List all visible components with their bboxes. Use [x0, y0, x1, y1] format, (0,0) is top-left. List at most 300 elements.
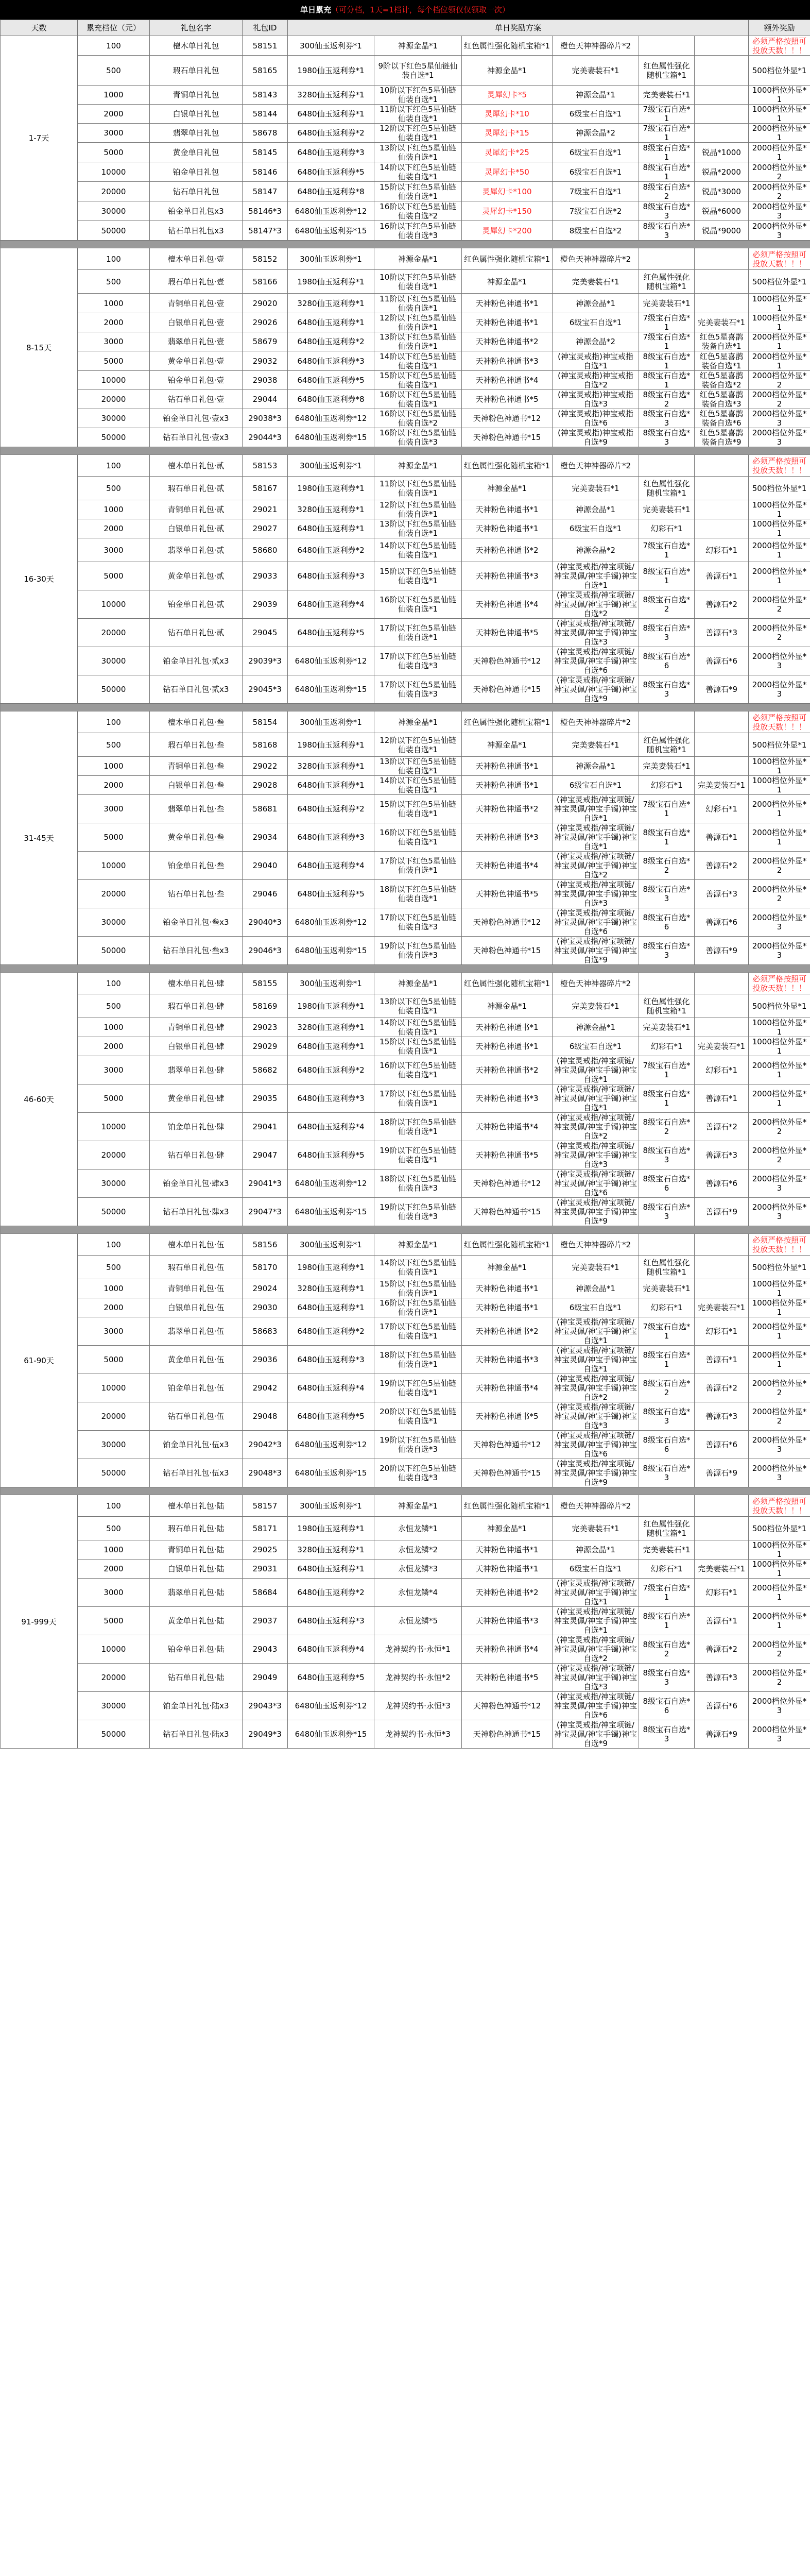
table-row [1, 795, 810, 823]
pack-id: 58156 [243, 1234, 288, 1256]
header-days: 天数 [1, 20, 78, 36]
reward-6: 完美妻装石*1 [695, 313, 749, 332]
tier: 100 [78, 1234, 150, 1256]
table-row [1, 1141, 810, 1170]
reward-2: 神源金晶*1 [374, 1495, 462, 1517]
tier: 500 [78, 1517, 150, 1540]
reward-3: 天神粉色神通书*5 [462, 880, 553, 908]
reward-5: 8级宝石自选*6 [639, 1692, 695, 1720]
pack-name: 檀木单日礼包·伍 [150, 1234, 243, 1256]
pack-name: 青铜单日礼包·贰 [150, 500, 243, 519]
pack-name: 钻石单日礼包 [150, 182, 243, 201]
reward-5: 7级宝石自选*1 [639, 1056, 695, 1084]
reward-6 [695, 294, 749, 313]
pack-id: 29037 [243, 1607, 288, 1635]
extra-reward: 2000档位外显*1 [749, 351, 810, 371]
tier: 3000 [78, 795, 150, 823]
reward-1: 6480仙玉返利券*2 [288, 1317, 374, 1346]
pack-name: 白银单日礼包·伍 [150, 1298, 243, 1317]
reward-6 [695, 1540, 749, 1560]
reward-1: 1980仙玉返利券*1 [288, 56, 374, 86]
reward-6: 善源石*3 [695, 1664, 749, 1692]
reward-6 [695, 270, 749, 294]
reward-3: 神源金晶*1 [462, 270, 553, 294]
header-pack-name: 礼包名字 [150, 20, 243, 36]
reward-1: 1980仙玉返利券*1 [288, 733, 374, 757]
table-row [1, 500, 810, 519]
pack-id: 29049*3 [243, 1720, 288, 1749]
reward-2: 12阶以下红色5星仙链仙装自选*1 [374, 500, 462, 519]
reward-3: 天神粉色神通书*2 [462, 1056, 553, 1084]
reward-1: 6480仙玉返利券*2 [288, 1579, 374, 1607]
reward-1: 3280仙玉返利券*1 [288, 500, 374, 519]
extra-reward: 1000档位外显*1 [749, 1298, 810, 1317]
pack-name: 铂金单日礼包·陆 [150, 1635, 243, 1664]
pack-id: 58153 [243, 455, 288, 477]
reward-1: 300仙玉返利券*1 [288, 36, 374, 56]
extra-reward: 2000档位外显*1 [749, 124, 810, 143]
reward-5: 8级宝石自选*6 [639, 1170, 695, 1198]
reward-5: 7级宝石自选*1 [639, 124, 695, 143]
extra-reward: 2000档位外显*3 [749, 201, 810, 221]
pack-name: 黄金单日礼包 [150, 143, 243, 162]
extra-reward: 2000档位外显*2 [749, 619, 810, 647]
extra-reward: 500档位外显*1 [749, 733, 810, 757]
reward-5: 8级宝石自选*6 [639, 908, 695, 937]
reward-3: 天神粉色神通书*1 [462, 500, 553, 519]
tier: 1000 [78, 86, 150, 105]
reward-2: 神源金晶*1 [374, 1234, 462, 1256]
extra-reward: 2000档位外显*1 [749, 1084, 810, 1113]
reward-4: (神宝灵戒指/神宝项链/神宝灵佩/神宝手镯)神宝自选*9 [553, 1459, 639, 1487]
reward-5: 红色属性强化随机宝箱*1 [639, 477, 695, 500]
extra-reward: 2000档位外显*3 [749, 937, 810, 965]
pack-id: 29041*3 [243, 1170, 288, 1198]
group-separator [1, 447, 810, 455]
table-row [1, 221, 810, 241]
tier: 1000 [78, 294, 150, 313]
reward-2: 神源金晶*1 [374, 455, 462, 477]
pack-name: 铂金单日礼包 [150, 162, 243, 182]
reward-1: 6480仙玉返利券*8 [288, 390, 374, 409]
tier: 20000 [78, 1402, 150, 1431]
reward-1: 6480仙玉返利券*5 [288, 371, 374, 390]
reward-2: 17阶以下红色5星仙链仙装自选*3 [374, 675, 462, 704]
reward-5: 8级宝石自选*3 [639, 221, 695, 241]
reward-6: 红色5星喜鹊装备自选*9 [695, 428, 749, 447]
tier: 100 [78, 1495, 150, 1517]
table-row [1, 880, 810, 908]
extra-reward: 2000档位外显*3 [749, 1170, 810, 1198]
reward-2: 20阶以下红色5星仙链仙装自选*1 [374, 1402, 462, 1431]
table-row [1, 1170, 810, 1198]
pack-id: 29029 [243, 1037, 288, 1056]
reward-4: 橙色天神神器碎片*2 [553, 248, 639, 270]
reward-1: 6480仙玉返利券*1 [288, 313, 374, 332]
reward-4: (神宝灵戒指)神宝戒指自选*2 [553, 371, 639, 390]
pack-id: 29044 [243, 390, 288, 409]
reward-1: 6480仙玉返利券*3 [288, 1346, 374, 1374]
reward-5: 红色属性强化随机宝箱*1 [639, 733, 695, 757]
reward-5: 8级宝石自选*1 [639, 1084, 695, 1113]
reward-6: 完美妻装石*1 [695, 776, 749, 795]
reward-2: 14阶以下红色5星仙链仙装自选*1 [374, 351, 462, 371]
extra-reward: 2000档位外显*2 [749, 590, 810, 619]
pack-id: 29038*3 [243, 409, 288, 428]
extra-reward: 2000档位外显*2 [749, 182, 810, 201]
table-row [1, 351, 810, 371]
reward-4: (神宝灵戒指/神宝项链/神宝灵佩/神宝手镯)神宝自选*2 [553, 1113, 639, 1141]
reward-5: 8级宝石自选*2 [639, 590, 695, 619]
reward-2: 16阶以下红色5星仙链仙装自选*1 [374, 1056, 462, 1084]
reward-6 [695, 500, 749, 519]
reward-2: 神源金晶*1 [374, 248, 462, 270]
reward-6 [695, 757, 749, 776]
table-row [1, 1037, 810, 1056]
reward-5: 幻彩石*1 [639, 776, 695, 795]
table-row [1, 1198, 810, 1226]
reward-3: 天神粉色神通书*2 [462, 1317, 553, 1346]
reward-1: 6480仙玉返利券*4 [288, 1635, 374, 1664]
extra-reward: 2000档位外显*3 [749, 221, 810, 241]
tier: 3000 [78, 124, 150, 143]
tier: 10000 [78, 1374, 150, 1402]
reward-6 [695, 994, 749, 1018]
reward-2: 永恒龙鳞*3 [374, 1560, 462, 1579]
reward-3: 天神粉色神通书*15 [462, 1198, 553, 1226]
reward-1: 3280仙玉返利券*1 [288, 294, 374, 313]
reward-1: 6480仙玉返利券*5 [288, 880, 374, 908]
reward-5: 完美妻装石*1 [639, 294, 695, 313]
table-row [1, 1495, 810, 1517]
table-row [1, 1018, 810, 1037]
table-row [1, 56, 810, 86]
table-row [1, 1317, 810, 1346]
reward-1: 300仙玉返利券*1 [288, 711, 374, 733]
tier: 50000 [78, 1198, 150, 1226]
pack-name: 钻石单日礼包·壹 [150, 390, 243, 409]
reward-4: (神宝灵戒指/神宝项链/神宝灵佩/神宝手镯)神宝自选*9 [553, 1720, 639, 1749]
extra-reward: 1000档位外显*1 [749, 1037, 810, 1056]
reward-3: 神源金晶*1 [462, 1256, 553, 1279]
table-row [1, 711, 810, 733]
reward-5: 完美妻装石*1 [639, 500, 695, 519]
reward-3: 天神粉色神通书*5 [462, 390, 553, 409]
tier: 2000 [78, 1037, 150, 1056]
reward-5: 7级宝石自选*1 [639, 1317, 695, 1346]
reward-1: 6480仙玉返利券*4 [288, 1374, 374, 1402]
reward-3: 天神粉色神通书*12 [462, 647, 553, 675]
reward-4: 橙色天神神器碎片*2 [553, 455, 639, 477]
extra-reward: 1000档位外显*1 [749, 519, 810, 538]
tier: 20000 [78, 182, 150, 201]
reward-6: 完美妻装石*1 [695, 1037, 749, 1056]
reward-4: (神宝灵戒指)神宝戒指自选*3 [553, 390, 639, 409]
extra-reward: 必须严格按照可投放天数！！！ [749, 711, 810, 733]
reward-1: 1980仙玉返利券*1 [288, 994, 374, 1018]
reward-4: 6级宝石自选*1 [553, 1037, 639, 1056]
tier: 1000 [78, 1279, 150, 1298]
pack-name: 瑕石单日礼包·贰 [150, 477, 243, 500]
extra-reward: 2000档位外显*1 [749, 332, 810, 351]
table-row [1, 1431, 810, 1459]
reward-5: 8级宝石自选*1 [639, 371, 695, 390]
pack-name: 钻石单日礼包·肆x3 [150, 1198, 243, 1226]
table-row [1, 937, 810, 965]
tier: 30000 [78, 201, 150, 221]
reward-1: 1980仙玉返利券*1 [288, 1517, 374, 1540]
pack-id: 29048 [243, 1402, 288, 1431]
reward-5: 8级宝石自选*2 [639, 390, 695, 409]
extra-reward: 2000档位外显*2 [749, 1664, 810, 1692]
extra-reward: 1000档位外显*1 [749, 313, 810, 332]
pack-name: 黄金单日礼包·肆 [150, 1084, 243, 1113]
reward-4: (神宝灵戒指/神宝项链/神宝灵佩/神宝手镯)神宝自选*1 [553, 795, 639, 823]
pack-name: 铂金单日礼包·贰x3 [150, 647, 243, 675]
reward-1: 6480仙玉返利券*2 [288, 538, 374, 562]
pack-name: 黄金单日礼包·贰 [150, 562, 243, 590]
reward-6: 幻彩石*1 [695, 1317, 749, 1346]
reward-6 [695, 248, 749, 270]
reward-6 [695, 973, 749, 994]
pack-id: 29045*3 [243, 675, 288, 704]
reward-2: 19阶以下红色5星仙链仙装自选*3 [374, 1198, 462, 1226]
reward-3: 红色属性强化随机宝箱*1 [462, 711, 553, 733]
reward-4: 8级宝石自选*2 [553, 221, 639, 241]
pack-id: 29023 [243, 1018, 288, 1037]
reward-4: (神宝灵戒指/神宝项链/神宝灵佩/神宝手镯)神宝自选*1 [553, 1056, 639, 1084]
reward-3: 天神粉色神通书*5 [462, 1664, 553, 1692]
extra-reward: 2000档位外显*3 [749, 1198, 810, 1226]
pack-id: 58165 [243, 56, 288, 86]
reward-6: 善源石*9 [695, 675, 749, 704]
reward-1: 6480仙玉返利券*1 [288, 519, 374, 538]
pack-id: 29020 [243, 294, 288, 313]
pack-name: 檀木单日礼包·叁 [150, 711, 243, 733]
reward-3: 天神粉色神通书*4 [462, 590, 553, 619]
reward-6: 善源石*3 [695, 619, 749, 647]
reward-5: 8级宝石自选*2 [639, 852, 695, 880]
reward-4: 6级宝石自选*1 [553, 519, 639, 538]
reward-2: 17阶以下红色5星仙链仙装自选*1 [374, 1084, 462, 1113]
tier: 500 [78, 270, 150, 294]
reward-6: 善源石*6 [695, 647, 749, 675]
reward-1: 3280仙玉返利券*1 [288, 86, 374, 105]
pack-name: 钻石单日礼包·壹x3 [150, 428, 243, 447]
reward-3: 天神粉色神通书*3 [462, 351, 553, 371]
pack-id: 29039*3 [243, 647, 288, 675]
reward-6 [695, 455, 749, 477]
reward-5: 8级宝石自选*3 [639, 619, 695, 647]
reward-2: 永恒龙鳞*5 [374, 1607, 462, 1635]
reward-1: 6480仙玉返利券*3 [288, 1607, 374, 1635]
table-row [1, 994, 810, 1018]
reward-6: 善源石*1 [695, 1607, 749, 1635]
pack-id: 29038 [243, 371, 288, 390]
table-row [1, 1084, 810, 1113]
reward-5: 8级宝石自选*1 [639, 162, 695, 182]
day-range: 91-999天 [1, 1495, 78, 1749]
reward-1: 6480仙玉返利券*4 [288, 852, 374, 880]
reward-1: 6480仙玉返利券*3 [288, 351, 374, 371]
reward-6: 善源石*6 [695, 1170, 749, 1198]
sheet-title: 单日累充 [300, 5, 332, 14]
tier: 50000 [78, 1459, 150, 1487]
reward-1: 1980仙玉返利券*1 [288, 270, 374, 294]
tier: 10000 [78, 852, 150, 880]
reward-6: 红色5星喜鹊装备自选*6 [695, 409, 749, 428]
extra-reward: 2000档位外显*2 [749, 390, 810, 409]
pack-id: 58147 [243, 182, 288, 201]
reward-3: 灵犀幻卡*100 [462, 182, 553, 201]
pack-name: 黄金单日礼包·陆 [150, 1607, 243, 1635]
tier: 5000 [78, 143, 150, 162]
reward-1: 6480仙玉返利券*5 [288, 1664, 374, 1692]
reward-2: 龙神契约书·永恒*2 [374, 1664, 462, 1692]
reward-1: 6480仙玉返利券*15 [288, 1198, 374, 1226]
tier: 2000 [78, 1298, 150, 1317]
reward-3: 天神粉色神通书*1 [462, 519, 553, 538]
reward-4: (神宝灵戒指/神宝项链/神宝灵佩/神宝手镯)神宝自选*2 [553, 1374, 639, 1402]
pack-id: 29045 [243, 619, 288, 647]
extra-reward: 500档位外显*1 [749, 994, 810, 1018]
reward-6: 善源石*9 [695, 937, 749, 965]
reward-4: 6级宝石自选*1 [553, 313, 639, 332]
reward-4: 神源金晶*2 [553, 332, 639, 351]
tier: 5000 [78, 562, 150, 590]
tier: 2000 [78, 776, 150, 795]
reward-4: (神宝灵戒指/神宝项链/神宝灵佩/神宝手镯)神宝自选*6 [553, 1692, 639, 1720]
pack-name: 钻石单日礼包·贰 [150, 619, 243, 647]
reward-4: 橙色天神神器碎片*2 [553, 36, 639, 56]
table-row [1, 1374, 810, 1402]
reward-3: 天神粉色神通书*3 [462, 1607, 553, 1635]
reward-3: 天神粉色神通书*1 [462, 1298, 553, 1317]
extra-reward: 1000档位外显*1 [749, 86, 810, 105]
reward-5: 7级宝石自选*1 [639, 105, 695, 124]
reward-4: (神宝灵戒指/神宝项链/神宝灵佩/神宝手镯)神宝自选*1 [553, 1084, 639, 1113]
pack-name: 檀木单日礼包·贰 [150, 455, 243, 477]
reward-3: 天神粉色神通书*1 [462, 1018, 553, 1037]
reward-6: 善源石*2 [695, 852, 749, 880]
tier: 500 [78, 733, 150, 757]
reward-6 [695, 477, 749, 500]
reward-5: 8级宝石自选*2 [639, 1374, 695, 1402]
reward-3: 天神粉色神通书*12 [462, 908, 553, 937]
tier: 20000 [78, 880, 150, 908]
reward-2: 17阶以下红色5星仙链仙装自选*1 [374, 619, 462, 647]
extra-reward: 2000档位外显*1 [749, 1056, 810, 1084]
reward-2: 14阶以下红色5星仙链仙装自选*1 [374, 1256, 462, 1279]
reward-5: 8级宝石自选*3 [639, 880, 695, 908]
table-row [1, 973, 810, 994]
pack-name: 瑕石单日礼包·壹 [150, 270, 243, 294]
reward-4: 神源金晶*1 [553, 86, 639, 105]
reward-3: 天神粉色神通书*1 [462, 776, 553, 795]
pack-id: 58154 [243, 711, 288, 733]
pack-id: 29046*3 [243, 937, 288, 965]
pack-id: 58155 [243, 973, 288, 994]
reward-1: 6480仙玉返利券*3 [288, 823, 374, 852]
reward-5: 8级宝石自选*3 [639, 409, 695, 428]
extra-reward: 500档位外显*1 [749, 270, 810, 294]
pack-name: 钻石单日礼包·肆 [150, 1141, 243, 1170]
tier: 20000 [78, 619, 150, 647]
reward-1: 6480仙玉返利券*1 [288, 1037, 374, 1056]
pack-name: 铂金单日礼包·贰 [150, 590, 243, 619]
reward-2: 11阶以下红色5星仙链仙装自选*1 [374, 477, 462, 500]
reward-6: 善源石*9 [695, 1198, 749, 1226]
table-row [1, 1517, 810, 1540]
title-banner [0, 0, 810, 20]
tier: 500 [78, 477, 150, 500]
group-separator [1, 965, 810, 973]
pack-name: 翡翠单日礼包 [150, 124, 243, 143]
reward-6: 善源石*6 [695, 1431, 749, 1459]
reward-1: 6480仙玉返利券*3 [288, 1084, 374, 1113]
pack-id: 58679 [243, 332, 288, 351]
reward-1: 6480仙玉返利券*5 [288, 1141, 374, 1170]
reward-3: 天神粉色神通书*5 [462, 1402, 553, 1431]
reward-1: 6480仙玉返利券*2 [288, 332, 374, 351]
reward-6: 幻彩石*1 [695, 1579, 749, 1607]
reward-3: 天神粉色神通书*2 [462, 538, 553, 562]
pack-id: 29031 [243, 1560, 288, 1579]
reward-5: 8级宝石自选*3 [639, 1141, 695, 1170]
extra-reward: 2000档位外显*3 [749, 1692, 810, 1720]
pack-name: 青铜单日礼包·叁 [150, 757, 243, 776]
reward-1: 300仙玉返利券*1 [288, 973, 374, 994]
reward-4: (神宝灵戒指/神宝项链/神宝灵佩/神宝手镯)神宝自选*3 [553, 880, 639, 908]
reward-5: 8级宝石自选*6 [639, 647, 695, 675]
pack-name: 青铜单日礼包·肆 [150, 1018, 243, 1037]
reward-6: 红色5星喜鹊装备自选*2 [695, 371, 749, 390]
pack-name: 铂金单日礼包·陆x3 [150, 1692, 243, 1720]
reward-2: 13阶以下红色5星仙链仙装自选*1 [374, 519, 462, 538]
reward-4: 橙色天神神器碎片*2 [553, 973, 639, 994]
tier: 1000 [78, 1018, 150, 1037]
pack-name: 翡翠单日礼包·叁 [150, 795, 243, 823]
extra-reward: 2000档位外显*1 [749, 1317, 810, 1346]
tier: 3000 [78, 538, 150, 562]
reward-2: 17阶以下红色5星仙链仙装自选*1 [374, 1317, 462, 1346]
reward-5: 8级宝石自选*1 [639, 143, 695, 162]
extra-reward: 2000档位外显*2 [749, 1113, 810, 1141]
table-row [1, 1256, 810, 1279]
separator-bar [1, 1226, 810, 1234]
reward-1: 300仙玉返利券*1 [288, 1234, 374, 1256]
tier: 30000 [78, 1431, 150, 1459]
reward-2: 龙神契约书·永恒*3 [374, 1720, 462, 1749]
table-row [1, 519, 810, 538]
reward-6: 善源石*6 [695, 908, 749, 937]
tier: 50000 [78, 221, 150, 241]
table-row [1, 1607, 810, 1635]
tier: 20000 [78, 1664, 150, 1692]
table-row [1, 1346, 810, 1374]
reward-5: 幻彩石*1 [639, 1560, 695, 1579]
pack-id: 29047 [243, 1141, 288, 1170]
pack-name: 钻石单日礼包·陆 [150, 1664, 243, 1692]
reward-2: 15阶以下红色5星仙链仙装自选*1 [374, 795, 462, 823]
extra-reward: 必须严格按照可投放天数！！！ [749, 455, 810, 477]
tier: 10000 [78, 1113, 150, 1141]
reward-5: 红色属性强化随机宝箱*1 [639, 270, 695, 294]
extra-reward: 必须严格按照可投放天数！！！ [749, 1495, 810, 1517]
reward-6 [695, 124, 749, 143]
extra-reward: 2000档位外显*1 [749, 795, 810, 823]
reward-5: 7级宝石自选*1 [639, 332, 695, 351]
